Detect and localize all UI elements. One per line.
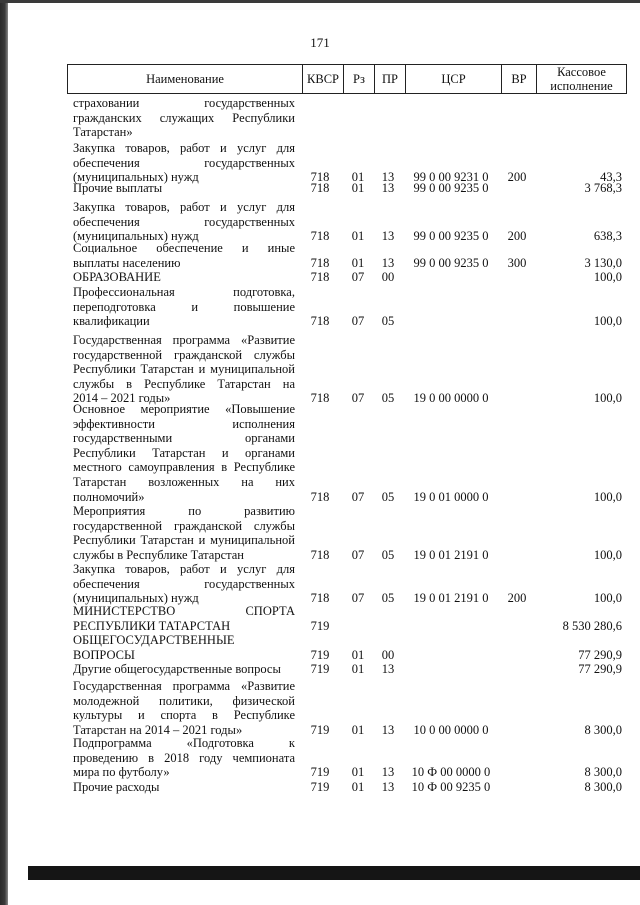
row-amount: 8 530 280,6 [562, 618, 622, 633]
row-amount: 8 300,0 [584, 780, 622, 794]
row-kvsr: 718 [310, 170, 330, 185]
row-name-line: Закупка товаров, работ и услуг для [73, 141, 295, 155]
row-csr: 19 0 01 0000 0 [413, 489, 489, 504]
row-name-line: Прочие расходы [73, 780, 160, 794]
header-name: Наименование [146, 72, 224, 86]
row-name-line: молодежной политики, физической [73, 693, 295, 708]
row-rz: 07 [351, 391, 365, 406]
row-name-line: ВОПРОСЫ [73, 647, 135, 662]
row-rz: 07 [351, 270, 365, 284]
row-amount: 100,0 [593, 391, 622, 406]
row-name-line: выплаты населению [73, 255, 181, 270]
row-pr: 05 [381, 591, 395, 606]
table-header [67, 64, 627, 94]
row-pr: 13 [381, 765, 395, 780]
row-name-line: Другие общегосударственные вопросы [73, 662, 281, 676]
row-name-line: Мероприятия по развитию [73, 504, 295, 518]
row-rz: 01 [351, 647, 365, 662]
header-amount: Кассовое исполнение [536, 65, 626, 93]
row-amount: 100,0 [593, 591, 622, 606]
row-rz: 01 [351, 662, 365, 676]
row-amount: 638,3 [593, 229, 622, 244]
row-name-line: Основное мероприятие «Повышение [73, 402, 295, 416]
row-pr: 00 [381, 270, 395, 284]
row-csr: 99 0 00 9231 0 [413, 170, 489, 185]
row-name-line: службы в Республике Татарстан на [73, 376, 295, 391]
row-name-line: переподготовка и повышение [73, 299, 295, 314]
row-name-line: страховании государственных [73, 96, 295, 110]
row-name-line: местного самоуправления в Республике [73, 460, 295, 475]
row-name-line: (муниципальных) нужд [73, 170, 199, 185]
row-csr: 10 Ф 00 0000 0 [411, 765, 491, 780]
row-amount: 100,0 [593, 489, 622, 504]
scan-edge-top [0, 0, 640, 3]
row-name-line: Республики Татарстан и муниципальной [73, 533, 295, 548]
row-name-line: Татарстан возложенных на них [73, 475, 295, 489]
row-name-line: (муниципальных) нужд [73, 229, 199, 244]
row-name-line: ОБРАЗОВАНИЕ [73, 270, 161, 284]
row-amount: 8 300,0 [584, 722, 622, 737]
row-name-line: полномочий» [73, 489, 145, 504]
row-pr: 13 [381, 181, 395, 195]
row-rz: 07 [351, 314, 365, 329]
row-csr: 19 0 01 2191 0 [413, 591, 489, 606]
row-amount: 77 290,9 [578, 647, 622, 662]
row-pr: 13 [381, 722, 395, 737]
row-kvsr: 718 [310, 229, 330, 244]
row-name-line: Татарстан» [73, 125, 133, 140]
row-name-line: государственными органами [73, 431, 295, 446]
row-csr: 99 0 00 9235 0 [413, 255, 489, 270]
row-kvsr: 718 [310, 547, 330, 562]
row-name-line: обеспечения государственных [73, 155, 295, 170]
row-csr: 19 0 00 0000 0 [413, 391, 489, 406]
row-name-line: Государственная программа «Развитие [73, 333, 295, 347]
row-kvsr: 718 [310, 391, 330, 406]
row-name-line: Закупка товаров, работ и услуг для [73, 562, 295, 576]
row-amount: 77 290,9 [578, 662, 622, 676]
row-name-line: Республики Татарстан и муниципальной [73, 362, 295, 377]
row-name-line: государственной гражданской службы [73, 518, 295, 533]
row-csr: 19 0 01 2191 0 [413, 547, 489, 562]
row-pr: 13 [381, 780, 395, 794]
row-csr: 10 Ф 00 9235 0 [411, 780, 491, 794]
row-rz: 01 [351, 722, 365, 737]
row-name-line: ОБЩЕГОСУДАРСТВЕННЫЕ [73, 633, 235, 647]
row-name-line: Государственная программа «Развитие [73, 679, 295, 693]
row-rz: 01 [351, 229, 365, 244]
row-csr: 99 0 00 9235 0 [413, 181, 489, 195]
row-name-line: Республики Татарстан и органами [73, 445, 295, 460]
row-rz: 01 [351, 255, 365, 270]
page-number: 171 [310, 35, 330, 50]
row-kvsr: 718 [310, 314, 330, 329]
row-name-line: обеспечения государственных [73, 576, 295, 591]
row-name-line: мира по футболу» [73, 765, 170, 780]
header-pr: ПР [374, 65, 405, 93]
row-amount: 8 300,0 [584, 765, 622, 780]
row-kvsr: 719 [310, 765, 330, 780]
row-vr: 200 [507, 229, 527, 244]
header-csr: ЦСР [405, 65, 501, 93]
row-name-line: государственной гражданской службы [73, 347, 295, 362]
row-kvsr: 718 [310, 591, 330, 606]
row-pr: 05 [381, 547, 395, 562]
row-pr: 05 [381, 314, 395, 329]
row-name-line: обеспечения государственных [73, 214, 295, 229]
row-name-line: 2014 – 2021 годы» [73, 391, 171, 406]
row-vr: 300 [507, 255, 527, 270]
header-vr: ВР [501, 65, 536, 93]
row-amount: 100,0 [593, 314, 622, 329]
header-kvsr: КВСР [302, 65, 343, 93]
row-name-line: РЕСПУБЛИКИ ТАТАРСТАН [73, 618, 231, 633]
row-name-line: Прочие выплаты [73, 181, 163, 195]
row-kvsr: 719 [310, 722, 330, 737]
row-amount: 3 130,0 [584, 255, 622, 270]
row-csr: 99 0 00 9235 0 [413, 229, 489, 244]
row-rz: 07 [351, 591, 365, 606]
row-rz: 01 [351, 780, 365, 794]
row-rz: 01 [351, 181, 365, 195]
row-pr: 05 [381, 489, 395, 504]
scan-edge-left [0, 0, 8, 905]
row-pr: 13 [381, 255, 395, 270]
header-rz: Рз [343, 65, 374, 93]
row-vr: 200 [507, 170, 527, 185]
row-kvsr: 718 [310, 255, 330, 270]
scan-edge-bottom [28, 866, 640, 880]
row-pr: 13 [381, 229, 395, 244]
row-name-line: МИНИСТЕРСТВО СПОРТА [73, 604, 295, 618]
row-csr: 10 0 00 0000 0 [413, 722, 489, 737]
row-kvsr: 719 [310, 647, 330, 662]
row-name-line: эффективности исполнения [73, 416, 295, 431]
row-kvsr: 718 [310, 489, 330, 504]
row-rz: 01 [351, 765, 365, 780]
row-amount: 100,0 [593, 547, 622, 562]
row-amount: 3 768,3 [584, 181, 622, 195]
row-name-line: Закупка товаров, работ и услуг для [73, 200, 295, 214]
row-name-line: гражданских служащих Республики [73, 110, 295, 125]
row-name-line: Подпрограмма «Подготовка к [73, 736, 295, 750]
row-name-line: проведению в 2018 году чемпионата [73, 750, 295, 765]
row-kvsr: 719 [310, 780, 330, 794]
row-name-line: Татарстан на 2014 – 2021 годы» [73, 722, 243, 737]
row-name-line: (муниципальных) нужд [73, 591, 199, 606]
row-name-line: Профессиональная подготовка, [73, 285, 295, 299]
row-pr: 13 [381, 170, 395, 185]
row-amount: 43,3 [600, 170, 622, 185]
row-vr: 200 [507, 591, 527, 606]
row-name-line: квалификации [73, 314, 150, 329]
row-rz: 07 [351, 489, 365, 504]
row-kvsr: 719 [310, 618, 330, 633]
row-pr: 00 [381, 647, 395, 662]
row-name-line: культуры и спорта в Республике [73, 708, 295, 723]
row-pr: 05 [381, 391, 395, 406]
row-name-line: Социальное обеспечение и иные [73, 241, 295, 255]
row-rz: 01 [351, 170, 365, 185]
row-amount: 100,0 [593, 270, 622, 284]
row-pr: 13 [381, 662, 395, 676]
row-kvsr: 719 [310, 662, 330, 676]
row-kvsr: 718 [310, 270, 330, 284]
row-name-line: службы в Республике Татарстан [73, 547, 244, 562]
row-kvsr: 718 [310, 181, 330, 195]
row-rz: 07 [351, 547, 365, 562]
